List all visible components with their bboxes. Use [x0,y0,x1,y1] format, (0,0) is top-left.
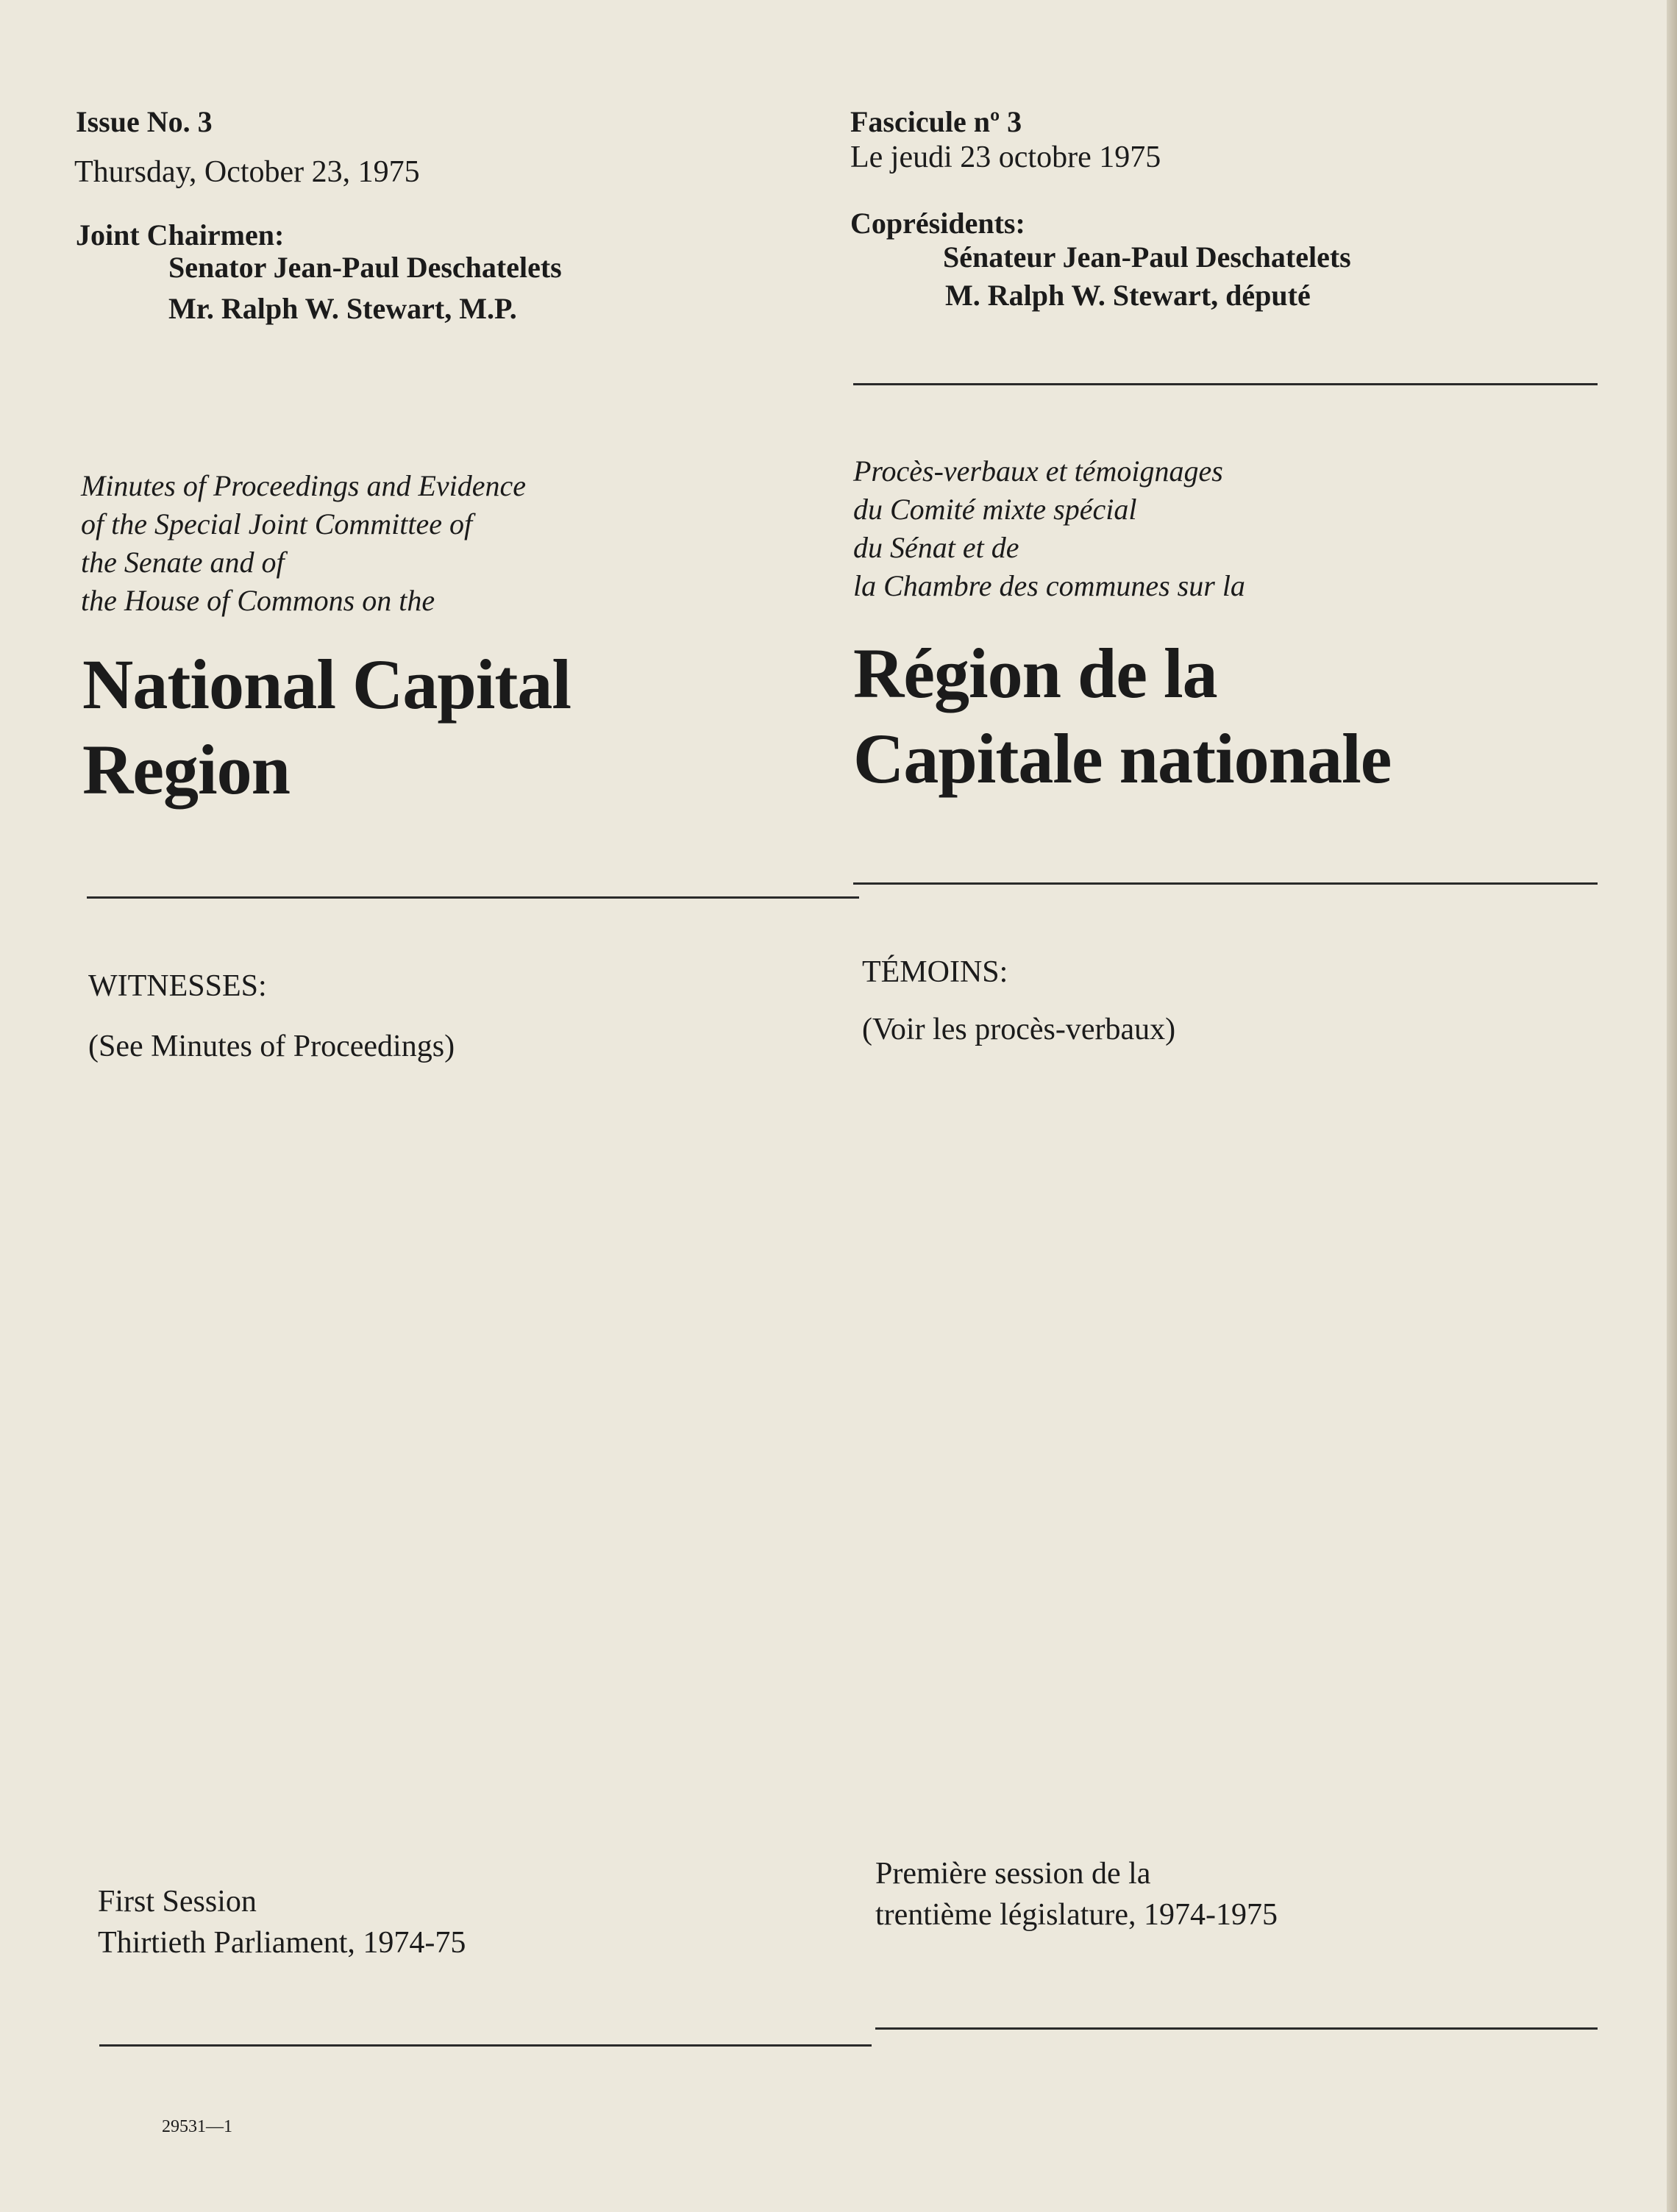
chairman-1-fr: Sénateur Jean-Paul Deschatelets [943,240,1351,274]
chairman-2: Mr. Ralph W. Stewart, M.P. [168,292,517,325]
issue-number: Issue No. 3 [76,105,213,138]
joint-chairmen-label: Joint Chairmen: [76,218,285,251]
title-line: Région de la [853,634,1217,713]
session-info-fr [875,1853,1278,1936]
committee-line: la Chambre des communes sur la [853,569,1245,602]
committee-line: Procès-verbaux et témoignages [853,454,1223,488]
main-title-fr [853,631,1391,802]
print-code: 29531—1 [162,2117,232,2136]
divider-fr-top [853,383,1598,385]
witnesses-heading: WITNESSES: [88,969,267,1003]
committee-description-fr [853,452,1245,605]
main-title [82,642,571,813]
committee-description [81,467,526,620]
session-line: Première session de la [875,1857,1151,1891]
session-line: First Session [98,1885,257,1919]
joint-chairmen-label-fr: Coprésidents: [850,207,1025,240]
committee-line: Minutes of Proceedings and Evidence [81,469,526,502]
witnesses-heading-fr: TÉMOINS: [862,955,1008,989]
bottom-divider-fr [875,2027,1598,2030]
witnesses-note-fr: (Voir les procès-verbaux) [862,1013,1176,1046]
committee-line: the House of Commons on the [81,584,435,617]
session-info [98,1881,466,1963]
page-edge [1667,0,1677,2212]
committee-line: of the Special Joint Committee of [81,507,473,540]
divider-fr [853,882,1598,885]
committee-line: du Comité mixte spécial [853,493,1137,526]
witnesses-note: (See Minutes of Proceedings) [88,1030,455,1063]
committee-line: du Sénat et de [853,531,1019,564]
session-line: Thirtieth Parliament, 1974-75 [98,1926,466,1960]
session-line: trentième législature, 1974-1975 [875,1898,1278,1932]
bottom-divider [99,2044,872,2047]
committee-line: the Senate and of [81,546,285,579]
chairman-1: Senator Jean-Paul Deschatelets [168,251,562,284]
issue-date: Thursday, October 23, 1975 [74,155,420,189]
title-line: Capitale nationale [853,719,1392,798]
issue-number-fr: Fascicule nº 3 [850,105,1022,138]
divider [87,896,859,899]
title-line: National Capital [82,645,572,724]
chairman-2-fr: M. Ralph W. Stewart, député [945,279,1311,312]
issue-date-fr: Le jeudi 23 octobre 1975 [850,140,1161,174]
title-line: Region [82,730,290,809]
